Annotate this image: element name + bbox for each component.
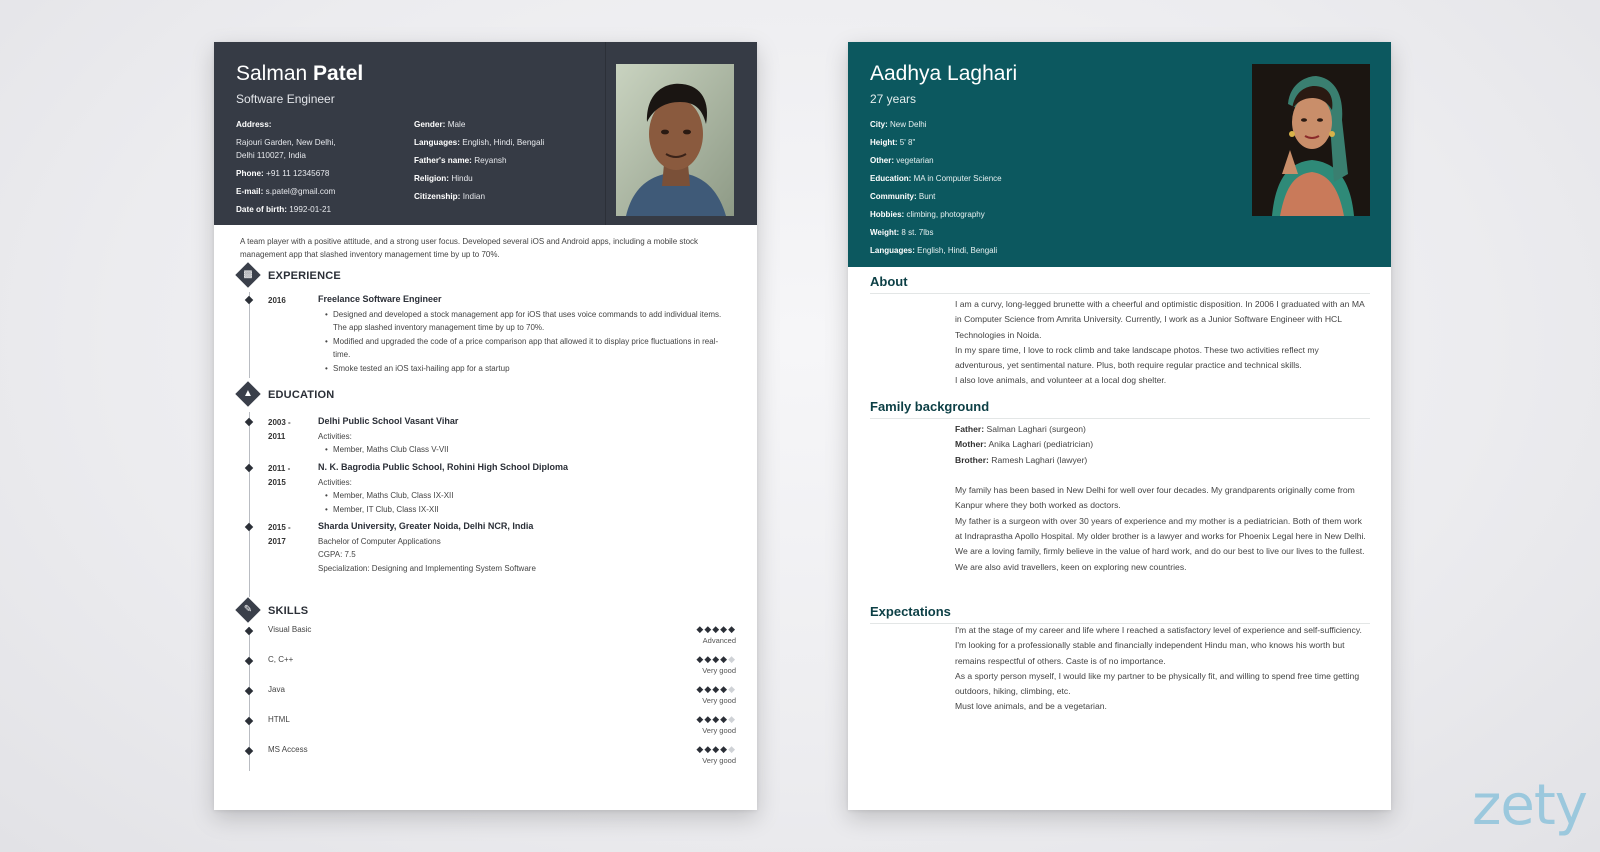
info-label: Citizenship: <box>414 192 461 201</box>
paragraph: My father is a surgeon with over 30 years of experience and my mother is a pediatrician. Both of them work at Indraprastha Apollo Hospital. My older brother is a lawyer and works for Phoenix Legal here in New Delhi. <box>955 515 1366 542</box>
info-value: 1992-01-21 <box>289 205 332 214</box>
education-title: Sharda University, Greater Noida, Delhi NCR, India <box>318 521 534 531</box>
section-title-expectations: Expectations <box>870 604 1370 624</box>
education-entry <box>318 461 723 516</box>
about-text <box>955 297 1370 389</box>
info-row <box>236 167 406 180</box>
experience-bullet: • Designed and developed a stock management app for iOS that uses voice commands to add individual items. The app slashed inventory management time by up to 70%. <box>325 308 723 335</box>
skill-name: Java <box>268 685 285 694</box>
paragraph: I also love animals, and volunteer at a local dog shelter. <box>955 375 1167 386</box>
experience-bullets <box>318 308 723 376</box>
timeline-bullet <box>245 464 253 472</box>
paragraph: I am a curvy, long-legged brunette with a cheerful and optimistic disposition. In 2006 I graduated with an MA in Computer Science from Amrita University. Currently, I work as a Junior Software Engineer with HCL Technologies in Noida. <box>955 299 1365 340</box>
info-row <box>870 190 1170 203</box>
education-date <box>268 521 291 549</box>
paragraph: I'm looking for a professionally stable and financially independent Hindu man, who knows his worth but remains respectful of others. Caste is of no importance. <box>955 640 1345 666</box>
rating-dot-filled-icon: ◆ <box>712 624 721 634</box>
info-row <box>236 149 406 162</box>
rating-dot-filled-icon: ◆ <box>696 714 705 724</box>
education-title: Delhi Public School Vasant Vihar <box>318 416 459 426</box>
info-value: Delhi 110027, India <box>236 151 306 160</box>
skill-name: C, C++ <box>268 655 294 664</box>
candidate-name: Salman Patel <box>236 62 364 85</box>
experience-date: 2016 <box>268 296 286 305</box>
paragraph: As a sporty person myself, I would like my partner to be physically fit, and willing to spend free time getting outdoors, hiking, climbing, etc. <box>955 670 1360 697</box>
info-value: Rajouri Garden, New Delhi, <box>236 138 336 147</box>
info-row <box>870 136 1170 149</box>
info-value: Reyansh <box>474 156 507 165</box>
timeline-bullet <box>245 717 253 725</box>
rating-dot-filled-icon: ◆ <box>720 684 729 694</box>
family-member-value: Ramesh Laghari (lawyer) <box>991 454 1088 465</box>
info-label: Education: <box>870 174 912 183</box>
job-title: Software Engineer <box>236 92 335 106</box>
info-row <box>414 136 604 149</box>
profile-photo <box>616 64 734 216</box>
info-label: Father's name: <box>414 156 472 165</box>
rating-dot-filled-icon: ◆ <box>720 654 729 664</box>
date-start: 2003 - <box>268 418 291 427</box>
date-start: 2015 - <box>268 523 291 532</box>
education-detail: Specialization: Designing and Implementing System Software <box>318 563 536 573</box>
education-entry <box>318 415 723 457</box>
family-member-value: Salman Laghari (surgeon) <box>986 424 1086 434</box>
rating-dot-filled-icon: ◆ <box>696 624 705 634</box>
paragraph: We are a loving family, firmly believe in the value of hard work, and do our best to live our lives to the fullest. We are also avid travellers, keen on exploring new countries. <box>955 546 1365 572</box>
info-row <box>414 154 604 167</box>
skill-level: Very good <box>702 756 736 765</box>
info-row <box>414 118 604 131</box>
timeline-bullet <box>245 296 253 304</box>
personal-info <box>870 118 1170 262</box>
info-row <box>870 226 1170 239</box>
timeline-bullet <box>245 657 253 665</box>
rating-dot-filled-icon: ◆ <box>712 744 721 754</box>
info-row <box>236 118 406 131</box>
info-row <box>870 208 1170 221</box>
skill-rating <box>696 624 736 645</box>
info-value: English, Hindi, Bengali <box>462 138 545 147</box>
rating-dot-filled-icon: ◆ <box>720 624 729 634</box>
rating-dots <box>696 714 736 725</box>
resume-aadhya-laghari <box>848 42 1391 810</box>
education-detail: Bachelor of Computer Applications <box>318 536 441 546</box>
rating-dot-filled-icon: ◆ <box>720 744 729 754</box>
experience-bullet: • Modified and upgraded the code of a price comparison app that allowed it to display price fluctuations in real-time. <box>325 335 723 362</box>
info-value: Bunt <box>918 192 936 201</box>
skill-level: Very good <box>702 666 736 675</box>
section-title-education: EDUCATION <box>268 389 335 401</box>
experience-title: Freelance Software Engineer <box>318 294 442 304</box>
info-row <box>236 136 406 149</box>
rating-dot-filled-icon: ◆ <box>696 744 705 754</box>
resume-header <box>214 42 757 225</box>
rating-dot-filled-icon: ◆ <box>712 684 721 694</box>
info-label: Date of birth: <box>236 205 287 214</box>
skill-rating <box>696 744 736 765</box>
resume-salman-patel <box>214 42 757 810</box>
date-end: 2015 <box>268 478 286 487</box>
skill-level: Very good <box>702 696 736 705</box>
rating-dot-filled-icon: ◆ <box>704 744 713 754</box>
rating-dot-filled-icon: ◆ <box>696 684 705 694</box>
contact-info <box>236 118 406 221</box>
info-row <box>414 190 604 203</box>
education-detail: CGPA: 7.5 <box>318 550 356 559</box>
skill-name: HTML <box>268 715 290 724</box>
family-member-label: Father: <box>955 424 985 434</box>
info-row <box>236 185 406 198</box>
rating-dots <box>696 744 736 755</box>
date-end: 2017 <box>268 537 286 546</box>
paragraph: My family has been based in New Delhi for well over four decades. My grandparents originally come from Kanpur where they both worked as doctors. <box>955 485 1355 511</box>
rating-dot-filled-icon: ◆ <box>728 624 736 634</box>
date-start: 2011 - <box>268 464 291 473</box>
info-label: Religion: <box>414 174 450 183</box>
profile-summary: A team player with a positive attitude, and a strong user focus. Developed several iOS and Android apps, including a mobile stock management app that slashed inventory management time by up to 70%. <box>240 237 699 259</box>
education-date <box>268 462 290 490</box>
info-label: E-mail: <box>236 187 264 196</box>
header-divider <box>605 42 606 225</box>
timeline-bullet <box>245 523 253 531</box>
info-value: Hindu <box>451 174 473 183</box>
family-member <box>955 453 1370 468</box>
info-value: climbing, photography <box>906 210 985 219</box>
timeline-bullet <box>245 418 253 426</box>
section-title-family: Family background <box>870 399 1370 419</box>
spacer <box>955 468 1370 483</box>
education-detail: Activities: <box>318 431 352 441</box>
paragraph: Must love animals, and be a vegetarian. <box>955 701 1107 712</box>
info-value: MA in Computer Science <box>913 174 1002 183</box>
info-label: Height: <box>870 138 898 147</box>
info-value: English, Hindi, Bengali <box>917 246 998 255</box>
rating-dot-filled-icon: ◆ <box>704 684 713 694</box>
info-row <box>870 118 1170 131</box>
family-member-label: Brother: <box>955 454 989 465</box>
rating-dot-filled-icon: ◆ <box>696 654 705 664</box>
education-title: N. K. Bagrodia Public School, Rohini High School Diploma <box>318 462 569 472</box>
skill-level: Very good <box>702 726 736 735</box>
biodata-header <box>848 42 1391 267</box>
info-label: Community: <box>870 192 917 201</box>
rating-dot-filled-icon: ◆ <box>712 714 721 724</box>
info-label: City: <box>870 120 888 129</box>
rating-dots <box>696 624 736 635</box>
date-end: 2011 <box>268 432 286 441</box>
education-bullet: • Member, Maths Club, Class IX-XII <box>325 489 723 503</box>
info-value: Indian <box>462 192 485 201</box>
personal-info <box>414 118 604 208</box>
rating-dot-filled-icon: ◆ <box>704 654 713 664</box>
timeline-bullet <box>245 627 253 635</box>
info-label: Languages: <box>870 246 915 255</box>
info-value: 8 st. 7lbs <box>901 228 934 237</box>
experience-bullet: • Smoke tested an iOS taxi-hailing app for a startup <box>325 362 723 376</box>
expectations-text <box>955 623 1370 715</box>
info-value: s.patel@gmail.com <box>265 187 336 196</box>
info-value: +91 11 12345678 <box>266 169 330 178</box>
skill-name: MS Access <box>268 745 308 754</box>
timeline-line <box>249 412 250 597</box>
info-row <box>870 244 1170 257</box>
education-bullet: • Member, Maths Club Class V-VII <box>325 443 723 457</box>
info-value: New Delhi <box>890 120 927 129</box>
profile-photo <box>1252 64 1370 216</box>
info-row <box>236 203 406 216</box>
family-member-value: Anika Laghari (pediatrician) <box>988 439 1094 450</box>
timeline-bullet <box>245 747 253 755</box>
skill-rating <box>696 684 736 705</box>
timeline-bullet <box>245 687 253 695</box>
rating-dot-empty-icon: ◆ <box>728 654 736 664</box>
rating-dot-filled-icon: ◆ <box>704 624 713 634</box>
info-label: Languages: <box>414 138 460 147</box>
info-label: Other: <box>870 156 894 165</box>
rating-dot-filled-icon: ◆ <box>712 654 721 664</box>
family-text <box>955 422 1370 575</box>
education-detail: Activities: <box>318 477 352 487</box>
info-label: Gender: <box>414 120 446 129</box>
section-title-experience: EXPERIENCE <box>268 270 341 282</box>
info-label: Hobbies: <box>870 210 905 219</box>
briefcase-icon: ▩ <box>235 262 260 287</box>
info-label: Weight: <box>870 228 900 237</box>
experience-entry <box>318 293 723 375</box>
education-bullets <box>318 489 723 516</box>
info-row <box>870 154 1170 167</box>
rating-dots <box>696 684 736 695</box>
rating-dot-filled-icon: ◆ <box>704 714 713 724</box>
info-label: Phone: <box>236 169 264 178</box>
info-row <box>414 172 604 185</box>
info-label: Address: <box>236 120 272 129</box>
rating-dot-filled-icon: ◆ <box>720 714 729 724</box>
paragraph: In my spare time, I love to rock climb and take landscape photos. These two activities reflect my adventurous, yet sentimental nature. Plus, both require regular practice and technical skills. <box>955 344 1319 371</box>
education-bullets <box>318 443 723 457</box>
education-date <box>268 416 291 444</box>
candidate-age: 27 years <box>870 92 917 106</box>
family-member <box>955 437 1370 452</box>
rating-dots <box>696 654 736 665</box>
family-member-label: Mother: <box>955 439 987 450</box>
skill-level: Advanced <box>702 636 736 645</box>
candidate-name: Aadhya Laghari <box>870 62 1018 85</box>
skills-icon: ✎ <box>235 597 260 622</box>
graduation-cap-icon: ▲ <box>235 381 260 406</box>
info-value: Male <box>447 120 466 129</box>
paragraph: I'm at the stage of my career and life where I reached a satisfactory level of experience and self-sufficiency. <box>955 625 1362 635</box>
skill-name: Visual Basic <box>268 625 312 634</box>
section-title-about: About <box>870 274 1370 294</box>
timeline-line <box>249 292 250 378</box>
education-bullet: • Member, IT Club, Class IX-XII <box>325 503 723 517</box>
rating-dot-empty-icon: ◆ <box>728 744 736 754</box>
education-entry <box>318 520 723 575</box>
info-value: 5' 8" <box>899 138 916 147</box>
rating-dot-empty-icon: ◆ <box>728 684 736 694</box>
info-row <box>870 172 1170 185</box>
skill-rating <box>696 714 736 735</box>
family-member <box>955 422 1370 437</box>
section-title-skills: SKILLS <box>268 605 309 617</box>
rating-dot-empty-icon: ◆ <box>728 714 736 724</box>
skill-rating <box>696 654 736 675</box>
zety-logo: zety <box>1472 773 1587 838</box>
info-value: vegetarian <box>896 156 934 165</box>
